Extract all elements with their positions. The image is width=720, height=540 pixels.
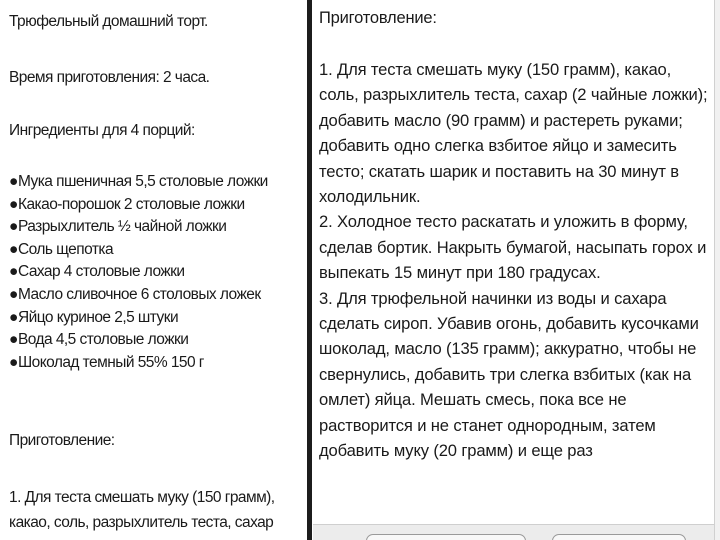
ingredient-text: Масло сливочное 6 столовых ложек — [18, 285, 261, 303]
ingredient-text: Соль щепотка — [18, 240, 114, 258]
panel-divider — [307, 0, 312, 540]
toolbar-input-box[interactable] — [366, 534, 526, 540]
ingredient-text: Какао-порошок 2 столовые ложки — [18, 195, 245, 213]
preparation-heading-right: Приготовление: — [319, 9, 437, 27]
bullet-icon: ● — [9, 263, 18, 281]
bullet-icon: ● — [9, 240, 18, 258]
ingredients-list — [9, 171, 268, 374]
ingredient-item — [9, 284, 268, 307]
ingredient-item — [9, 352, 268, 375]
bottom-toolbar-strip — [313, 524, 720, 540]
preparation-step: 1. Для теста смешать муку (150 грамм), какао, соль, разрыхлитель теста, сахар (2 чайные ложки); добавить масло (90 грамм) и растереть руками; добавить одно слегка взбитое яйцо и замесить тесто; скатать шарик и поставить на 30 минут в холодильник. — [319, 60, 708, 207]
ingredient-text: Шоколад темный 55% 150 г — [18, 353, 204, 371]
ingredient-item — [9, 171, 268, 194]
ingredient-item — [9, 261, 268, 284]
ingredient-item — [9, 216, 268, 239]
ingredient-text: Мука пшеничная 5,5 столовые ложки — [18, 173, 268, 190]
ingredients-heading: Ингредиенты для 4 порций: — [9, 122, 195, 139]
ingredient-text: Сахар 4 столовые ложки — [18, 263, 185, 281]
ingredient-item — [9, 307, 268, 330]
bullet-icon: ● — [9, 173, 18, 190]
recipe-title: Трюфельный домашний торт. — [9, 13, 208, 30]
preparation-heading-left: Приготовление: — [9, 432, 115, 449]
ingredient-text: Яйцо куриное 2,5 штуки — [18, 308, 179, 326]
ingredient-item — [9, 194, 268, 217]
bullet-icon: ● — [9, 331, 18, 349]
ingredient-item — [9, 239, 268, 262]
preparation-step: 2. Холодное тесто раскатать и уложить в форму, сделав бортик. Накрыть бумагой, насыпать горох и выпекать 15 минут при 180 градусах. — [319, 212, 707, 283]
toolbar-button[interactable] — [552, 534, 686, 540]
preparation-step-left: 1. Для теста смешать муку (150 грамм), какао, соль, разрыхлитель теста, сахар — [9, 489, 275, 531]
scrollbar[interactable] — [714, 0, 720, 540]
cooking-time: Время приготовления: 2 часа. — [9, 69, 210, 86]
bullet-icon: ● — [9, 353, 18, 371]
ingredient-text: Вода 4,5 столовые ложки — [18, 331, 189, 349]
bullet-icon: ● — [9, 218, 18, 236]
bullet-icon: ● — [9, 308, 18, 326]
bullet-icon: ● — [9, 285, 18, 303]
preparation-step: 3. Для трюфельной начинки из воды и сахара сделать сироп. Убавив огонь, добавить кусочками шоколад, масло (135 грамм); аккуратно, чтобы не свернулись, добавить три слегка взбитых (как на омлет) яйца. Мешать смесь, пока все не растворится и не станет однородным, затем добавить муку (20 грамм) и еще раз — [319, 288, 699, 461]
preparation-steps — [319, 57, 714, 464]
ingredient-item — [9, 329, 268, 352]
ingredient-text: Разрыхлитель ½ чайной ложки — [18, 218, 227, 236]
bullet-icon: ● — [9, 195, 18, 213]
